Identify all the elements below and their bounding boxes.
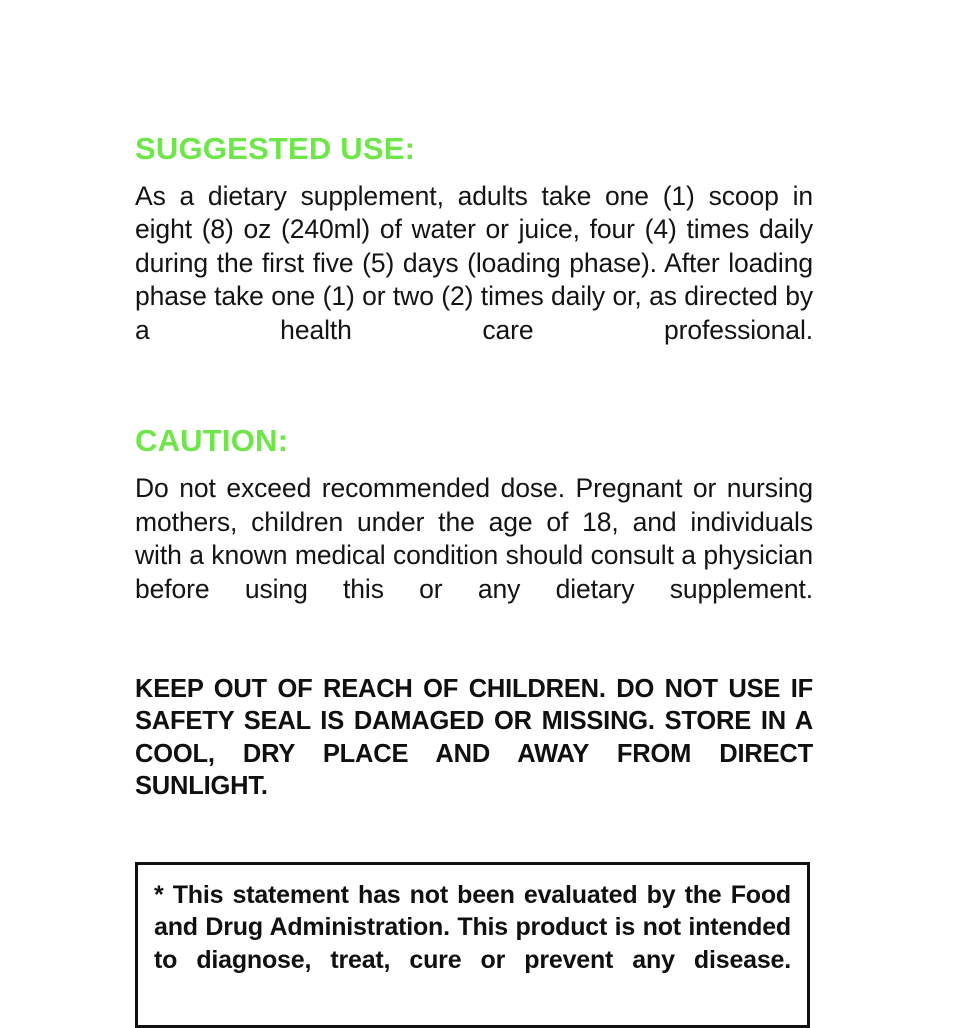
suggested-use-body: As a dietary supplement, adults take one (1) scoop in eight (8) oz (240ml) of water or juice, four (4) times daily during the first five (5) days (loading phase). After loading phase take one (1) or two (2) times daily or, as directed by a health care professional. <box>135 181 813 345</box>
fda-disclaimer-text: * This statement has not been evaluated by the Food and Drug Administration. This product is not intended to diagnose, treat, cure or prevent any disease. <box>154 880 791 974</box>
caution-heading: CAUTION: <box>135 423 289 459</box>
suggested-use-heading: SUGGESTED USE: <box>135 131 416 166</box>
keep-out-of-reach-warning: KEEP OUT OF REACH OF CHILDREN. DO NOT USE IF SAFETY SEAL IS DAMAGED OR MISSING. STORE IN A COOL, DRY PLACE AND AWAY FROM DIRECT SUNLIGHT. <box>135 675 813 800</box>
caution-body: Do not exceed recommended dose. Pregnant or nursing mothers, children under the age of 18, and individuals with a known medical condition should consult a physician before using this or any dietary supplement. <box>135 473 813 604</box>
fda-disclaimer-box <box>135 862 810 1028</box>
supplement-label-panel <box>135 132 813 1028</box>
